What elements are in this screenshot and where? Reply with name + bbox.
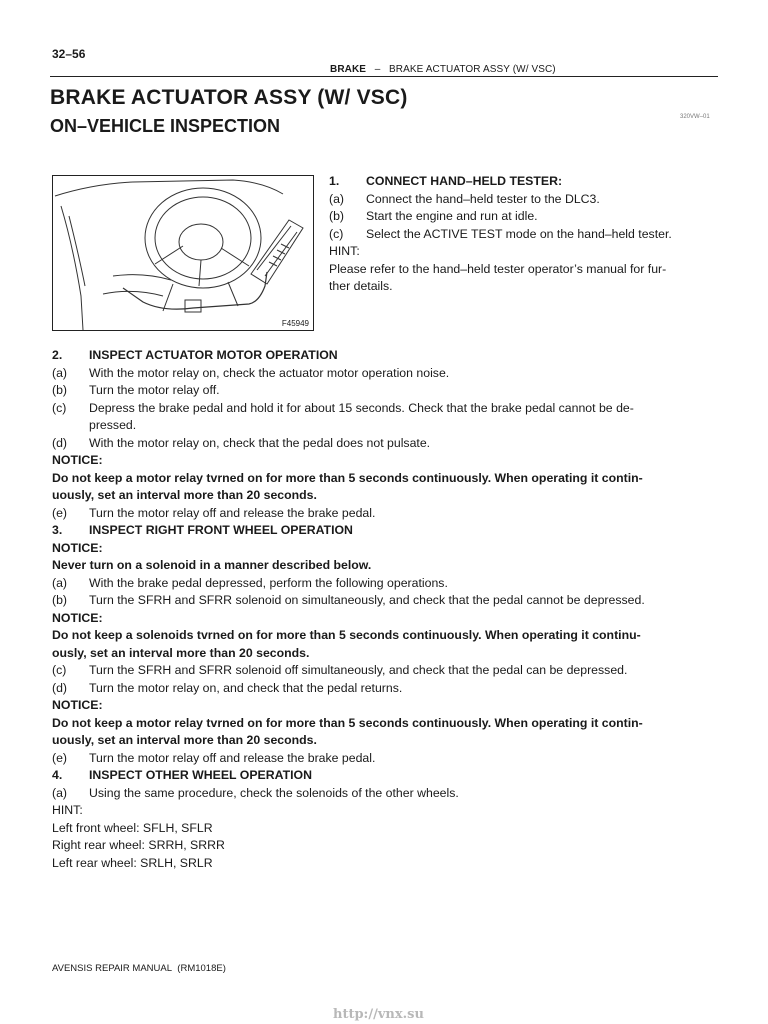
step-4-hint-left-rear: Left rear wheel: SRLH, SRLR [52,855,213,870]
step-2-c [52,400,645,418]
step-2-d [52,435,645,453]
step-1-b-marker: (b) [329,209,345,223]
footer-manual-code: (RM1018E) [177,963,226,974]
step-2-heading [52,347,645,365]
step-2-e [52,505,645,523]
step-1-number: 1. [329,174,340,188]
step-1-c-marker: (c) [329,226,344,241]
step-3-e-text: Turn the motor relay off and release the brake pedal. [89,750,376,765]
step-1-c-text: Select the ACTIVE TEST mode on the hand–held tester. [366,226,672,241]
step-2-d-text: With the motor relay on, check that the pedal does not pulsate. [89,435,431,450]
page-subtitle: ON–VEHICLE INSPECTION [50,116,281,136]
step-2-a-text: With the motor relay on, check the actuator motor operation noise. [89,365,450,380]
step-2-title: INSPECT ACTUATOR MOTOR OPERATION [89,348,338,362]
step-2-b [52,382,645,400]
step-3-notice-2-line-1: Do not keep a solenoids tvrned on for more than 5 seconds continuously. When operating it continu- [52,628,641,642]
step-2-notice-line-1: Do not keep a motor relay tvrned on for more than 5 seconds continuously. When operating it contin- [52,470,643,485]
step-3-c-text: Turn the SFRH and SFRR solenoid off simultaneously, and check that the pedal can be depressed. [89,663,628,677]
step-2-e-text: Turn the motor relay off and release the brake pedal. [89,505,376,520]
step-3-c-marker: (c) [52,663,67,677]
step-3-a-marker: (a) [52,575,68,590]
step-2-a-marker: (a) [52,365,68,380]
header-rule [50,76,718,77]
illustration-drawing [53,176,315,332]
step-4-hint-label: HINT: [52,803,83,817]
step-3-b-marker: (b) [52,593,68,607]
step-4-heading [52,767,645,785]
step-1-hint-line-1: Please refer to the hand–held tester operator’s manual for fur- [329,261,667,276]
running-header [330,64,556,75]
step-1 [329,173,672,296]
step-3-d-marker: (d) [52,680,68,695]
step-3-e [52,750,645,768]
footer-manual-name: AVENSIS REPAIR MANUAL [52,963,173,974]
step-3-notice-3-line-2: uously, set an interval more than 20 seconds. [52,733,317,747]
step-3-d-text: Turn the motor relay on, and check that the pedal returns. [89,680,403,695]
running-header-section: BRAKE [330,64,367,75]
step-2-a [52,365,645,383]
step-2-e-marker: (e) [52,505,68,520]
step-2-b-text: Turn the motor relay off. [89,383,220,397]
step-3-a-text: With the brake pedal depressed, perform the following operations. [89,575,448,590]
step-1-b [329,208,672,226]
step-4-number: 4. [52,768,63,782]
step-4-a [52,785,645,803]
step-3-b [52,592,645,610]
step-1-hint-label: HINT: [329,244,360,258]
step-2-number: 2. [52,348,63,362]
step-3-heading [52,522,645,540]
page-title: BRAKE ACTUATOR ASSY (W/ VSC) [50,86,408,109]
document-code: 320VW–01 [680,114,710,120]
page-number: 32–56 [52,47,86,61]
step-1-b-text: Start the engine and run at idle. [366,209,538,223]
running-header-subsection: BRAKE ACTUATOR ASSY (W/ VSC) [389,64,556,75]
step-3-b-text: Turn the SFRH and SFRR solenoid on simultaneously, and check that the pedal cannot be depressed. [89,593,645,607]
step-3-notice-1-label: NOTICE: [52,540,103,555]
step-3-c [52,662,645,680]
step-1-hint-line-2: ther details. [329,279,393,293]
step-4-a-text: Using the same procedure, check the solenoids of the other wheels. [89,785,459,800]
step-4-hint-left-front: Left front wheel: SFLH, SFLR [52,820,213,835]
step-4-hint-right-rear: Right rear wheel: SRRH, SRRR [52,838,225,852]
step-3-notice-1-text: Never turn on a solenoid in a manner described below. [52,558,372,572]
step-1-a-marker: (a) [329,191,345,206]
step-2-notice-label: NOTICE: [52,453,103,467]
footer [52,963,226,974]
step-1-a [329,191,672,209]
step-1-c [329,226,672,244]
step-3-notice-2-line-2: ously, set an interval more than 20 seconds. [52,645,310,660]
tester-connection-illustration [52,175,314,331]
step-2-c-text: Depress the brake pedal and hold it for about 15 seconds. Check that the brake pedal cannot be de- [89,400,634,415]
step-3-number: 3. [52,523,63,537]
step-2-notice-line-2: uously, set an interval more than 20 seconds. [52,488,317,502]
step-3-a [52,575,645,593]
step-3-d [52,680,645,698]
figure-label: F45949 [281,319,309,328]
watermark-url: http://vnx.su [333,1007,424,1022]
step-3-title: INSPECT RIGHT FRONT WHEEL OPERATION [89,523,353,537]
step-3-e-marker: (e) [52,750,68,765]
step-4-title: INSPECT OTHER WHEEL OPERATION [89,768,312,782]
main-body [52,347,645,872]
running-header-dash: – [374,64,381,75]
step-1-a-text: Connect the hand–held tester to the DLC3. [366,191,600,206]
step-3-notice-3-label: NOTICE: [52,698,103,712]
step-2-c-marker: (c) [52,400,67,415]
step-2-c-cont [52,417,645,435]
step-2-c-text-cont: pressed. [89,418,137,432]
step-2-d-marker: (d) [52,435,68,450]
step-2-b-marker: (b) [52,383,68,397]
step-3-notice-3-line-1: Do not keep a motor relay tvrned on for more than 5 seconds continuously. When operating it contin- [52,715,643,730]
step-1-title: CONNECT HAND–HELD TESTER: [366,174,563,188]
step-1-heading [329,173,672,191]
step-4-a-marker: (a) [52,785,68,800]
step-3-notice-2-label: NOTICE: [52,610,103,625]
